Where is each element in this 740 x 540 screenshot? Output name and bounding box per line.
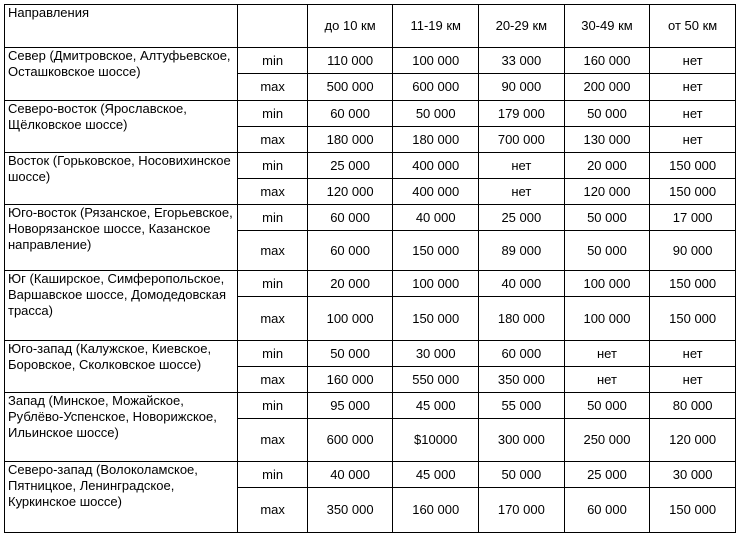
- value-cell: $10000: [393, 419, 479, 462]
- value-cell: 160 000: [564, 48, 650, 74]
- value-cell: 95 000: [307, 393, 393, 419]
- value-cell: 25 000: [479, 205, 565, 231]
- value-cell: 150 000: [650, 488, 736, 533]
- value-cell: 45 000: [393, 462, 479, 488]
- value-cell: 110 000: [307, 48, 393, 74]
- kind-cell: min: [238, 462, 307, 488]
- value-cell: 20 000: [564, 153, 650, 179]
- kind-cell: max: [238, 74, 307, 101]
- kind-cell: min: [238, 271, 307, 297]
- value-cell: 50 000: [479, 462, 565, 488]
- kind-header: [238, 5, 307, 48]
- direction-cell: Северо-запад (Волоколамское, Пятницкое, Ленинградское, Куркинское шоссе): [5, 462, 238, 533]
- value-cell: 150 000: [393, 297, 479, 341]
- kind-cell: max: [238, 297, 307, 341]
- value-cell: 150 000: [650, 179, 736, 205]
- value-cell: 250 000: [564, 419, 650, 462]
- value-cell: 150 000: [393, 231, 479, 271]
- value-cell: 40 000: [307, 462, 393, 488]
- value-cell: 180 000: [393, 127, 479, 153]
- value-cell: 30 000: [650, 462, 736, 488]
- table-row: [5, 153, 736, 179]
- kind-cell: min: [238, 153, 307, 179]
- value-cell: нет: [479, 153, 565, 179]
- value-cell: 25 000: [307, 153, 393, 179]
- value-cell: 100 000: [393, 271, 479, 297]
- value-cell: 100 000: [564, 297, 650, 341]
- table-row: [5, 101, 736, 127]
- value-cell: 60 000: [564, 488, 650, 533]
- value-cell: нет: [650, 74, 736, 101]
- price-table: [4, 4, 736, 533]
- value-cell: 17 000: [650, 205, 736, 231]
- value-cell: нет: [564, 341, 650, 367]
- value-cell: 200 000: [564, 74, 650, 101]
- direction-cell: Запад (Минское, Можайское, Рублёво-Успенское, Новорижское, Ильинское шоссе): [5, 393, 238, 462]
- value-cell: нет: [650, 127, 736, 153]
- value-cell: 180 000: [307, 127, 393, 153]
- direction-cell: Северо-восток (Ярославское, Щёлковское шоссе): [5, 101, 238, 153]
- value-cell: 60 000: [307, 101, 393, 127]
- direction-cell: Юго-восток (Рязанское, Егорьевское, Новорязанское шоссе, Казанское направление): [5, 205, 238, 271]
- value-cell: 120 000: [650, 419, 736, 462]
- value-cell: 55 000: [479, 393, 565, 419]
- value-cell: 89 000: [479, 231, 565, 271]
- value-cell: 160 000: [393, 488, 479, 533]
- directions-header: Направления: [5, 5, 238, 48]
- value-cell: 50 000: [564, 205, 650, 231]
- value-cell: 180 000: [479, 297, 565, 341]
- value-cell: 400 000: [393, 153, 479, 179]
- value-cell: 20 000: [307, 271, 393, 297]
- table-row: [5, 48, 736, 74]
- kind-cell: max: [238, 367, 307, 393]
- value-cell: 60 000: [307, 205, 393, 231]
- kind-cell: min: [238, 341, 307, 367]
- value-cell: 350 000: [479, 367, 565, 393]
- value-cell: 100 000: [564, 271, 650, 297]
- table-row: [5, 205, 736, 231]
- table-body: [5, 48, 736, 533]
- range-header-2: 20-29 км: [479, 5, 565, 48]
- value-cell: 500 000: [307, 74, 393, 101]
- value-cell: 100 000: [393, 48, 479, 74]
- kind-cell: min: [238, 101, 307, 127]
- range-header-1: 11-19 км: [393, 5, 479, 48]
- value-cell: 150 000: [650, 153, 736, 179]
- value-cell: 50 000: [307, 341, 393, 367]
- value-cell: 50 000: [564, 101, 650, 127]
- value-cell: 100 000: [307, 297, 393, 341]
- table-row: [5, 462, 736, 488]
- value-cell: 120 000: [564, 179, 650, 205]
- value-cell: 33 000: [479, 48, 565, 74]
- direction-cell: Север (Дмитровское, Алтуфьевское, Осташковское шоссе): [5, 48, 238, 101]
- kind-cell: min: [238, 205, 307, 231]
- value-cell: 40 000: [479, 271, 565, 297]
- value-cell: 80 000: [650, 393, 736, 419]
- value-cell: 60 000: [307, 231, 393, 271]
- value-cell: 700 000: [479, 127, 565, 153]
- value-cell: 550 000: [393, 367, 479, 393]
- value-cell: нет: [650, 48, 736, 74]
- header-row: [5, 5, 736, 48]
- value-cell: 50 000: [393, 101, 479, 127]
- kind-cell: max: [238, 419, 307, 462]
- value-cell: 600 000: [307, 419, 393, 462]
- range-header-3: 30-49 км: [564, 5, 650, 48]
- direction-cell: Юг (Каширское, Симферопольское, Варшавское шоссе, Домодедовская трасса): [5, 271, 238, 341]
- range-header-0: до 10 км: [307, 5, 393, 48]
- value-cell: 25 000: [564, 462, 650, 488]
- value-cell: 170 000: [479, 488, 565, 533]
- kind-cell: max: [238, 127, 307, 153]
- value-cell: 45 000: [393, 393, 479, 419]
- value-cell: 350 000: [307, 488, 393, 533]
- value-cell: нет: [479, 179, 565, 205]
- value-cell: нет: [650, 341, 736, 367]
- kind-cell: min: [238, 48, 307, 74]
- kind-cell: max: [238, 179, 307, 205]
- value-cell: 400 000: [393, 179, 479, 205]
- value-cell: 179 000: [479, 101, 565, 127]
- value-cell: 50 000: [564, 231, 650, 271]
- value-cell: 600 000: [393, 74, 479, 101]
- direction-cell: Юго-запад (Калужское, Киевское, Боровское, Сколковское шоссе): [5, 341, 238, 393]
- value-cell: 90 000: [479, 74, 565, 101]
- value-cell: 40 000: [393, 205, 479, 231]
- value-cell: 150 000: [650, 297, 736, 341]
- value-cell: нет: [564, 367, 650, 393]
- table-row: [5, 341, 736, 367]
- value-cell: 130 000: [564, 127, 650, 153]
- value-cell: 50 000: [564, 393, 650, 419]
- value-cell: 90 000: [650, 231, 736, 271]
- value-cell: 150 000: [650, 271, 736, 297]
- value-cell: 120 000: [307, 179, 393, 205]
- table-row: [5, 271, 736, 297]
- kind-cell: min: [238, 393, 307, 419]
- kind-cell: max: [238, 231, 307, 271]
- value-cell: 160 000: [307, 367, 393, 393]
- direction-cell: Восток (Горьковское, Носовихинское шоссе): [5, 153, 238, 205]
- range-header-4: от 50 км: [650, 5, 736, 48]
- value-cell: нет: [650, 367, 736, 393]
- value-cell: нет: [650, 101, 736, 127]
- kind-cell: max: [238, 488, 307, 533]
- value-cell: 60 000: [479, 341, 565, 367]
- value-cell: 30 000: [393, 341, 479, 367]
- value-cell: 300 000: [479, 419, 565, 462]
- table-row: [5, 393, 736, 419]
